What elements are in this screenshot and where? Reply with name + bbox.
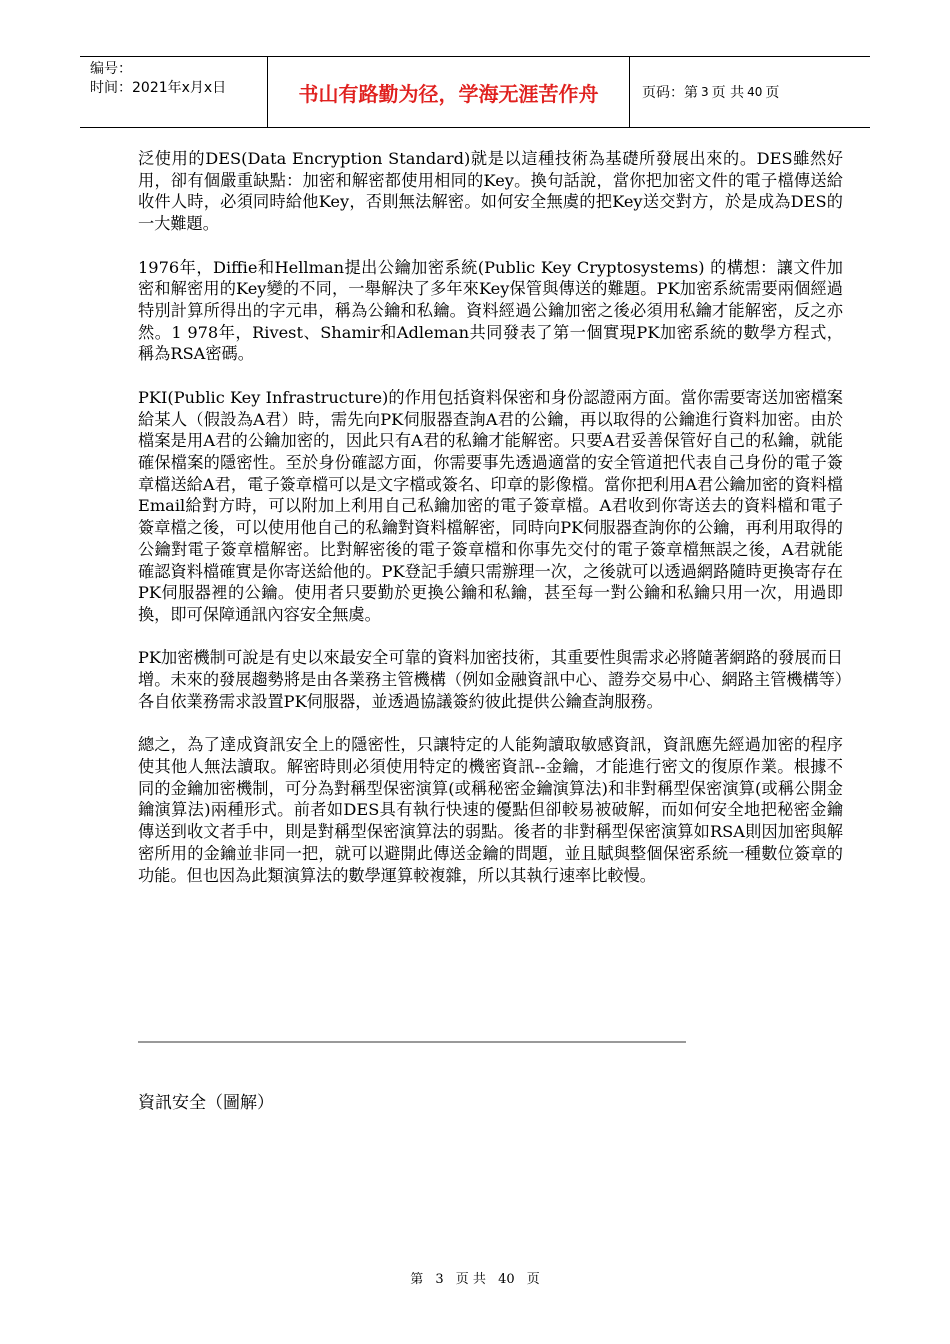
page-indicator-middle: 页 共 bbox=[711, 85, 745, 101]
header-meta bbox=[80, 57, 268, 127]
footer-suffix: 页 bbox=[526, 1272, 540, 1287]
page-indicator-suffix: 页 bbox=[765, 85, 780, 101]
document-time-label: 时间：2021年x月x日 bbox=[90, 80, 227, 96]
document-number-label: 编号： bbox=[90, 61, 132, 77]
footer-prefix: 第 bbox=[410, 1272, 424, 1287]
body-paragraph-4: PK加密機制可說是有史以來最安全可靠的資料加密技術，其重要性與需求必將隨著網路的發展而日增。未來的發展趨勢將是由各業務主管機構（例如金融資訊中心、證券交易中心、網路主管機構等）各自依業務需求設置PK伺服器，並透過協議簽約彼此提供公鑰查詢服務。 bbox=[138, 648, 843, 711]
page-header bbox=[80, 56, 870, 128]
document-body bbox=[138, 148, 843, 908]
body-paragraph-5: 總之，為了達成資訊安全上的隱密性，只讓特定的人能夠讀取敏感資訊，資訊應先經過加密的程序使其他人無法讀取。解密時則必須使用特定的機密資訊--金鑰，才能進行密文的復原作業。根據不同的金鑰加密機制，可分為對稱型保密演算(或稱秘密金鑰演算法)和非對稱型保密演算(或稱公開金鑰演算法)兩種形式。前者如DES具有執行快速的優點但卻較易被破解，而如何安全地把秘密金鑰傳送到收文者手中，則是對稱型保密演算法的弱點。後者的非對稱型保密演算如RSA則因加密與解密所用的金鑰並非同一把，就可以避開此傳送金鑰的問題，並且賦與整個保密系統一種數位簽章的功能。但也因為此類演算法的數學運算較複雜，所以其執行速率比較慢。 bbox=[138, 735, 843, 885]
footer-page-total: 40 bbox=[498, 1272, 515, 1287]
body-paragraph-3: PKI(Public Key Infrastructure)的作用包括資料保密和身份認證兩方面。當你需要寄送加密檔案給某人（假設為A君）時，需先向PK伺服器查詢A君的公鑰，再以取得的公鑰進行資料加密。由於檔案是用A君的公鑰加密的，因此只有A君的私鑰才能解密。只要A君妥善保管好自己的私鑰，就能確保檔案的隱密性。至於身份確認方面，你需要事先透過適當的安全管道把代表自己身份的電子簽章檔送給A君，電子簽章檔可以是文字檔或簽名、印章的影像檔。當你把利用A君公鑰加密的資料檔Email給對方時，可以附加上利用自己私鑰加密的電子簽章檔。A君收到你寄送去的資料檔和電子簽章檔之後，可以使用他自己的私鑰對資料檔解密，同時向PK伺服器查詢你的公鑰，再利用取得的公鑰對電子簽章檔解密。比對解密後的電子簽章檔和你事先交付的電子簽章檔無誤之後，A君就能確認資料檔確實是你寄送給他的。PK登記手續只需辦理一次，之後就可以透過網路隨時更換寄存在PK伺服器裡的公鑰。使用者只要勤於更換公鑰和私鑰，甚至每一對公鑰和私鑰只用一次，用過即換，即可保障通訊內容安全無虞。 bbox=[138, 387, 843, 624]
page-indicator-current: 3 bbox=[701, 85, 709, 99]
body-paragraph-2: 1976年，Diffie和Hellman提出公鑰加密系統(Public Key Cryptosystems) 的構想：讓文件加密和解密用的Key變的不同，一舉解決了多年來Key保管與傳送的難題。PK加密系統需要兩個經過特別計算所得出的字元串，稱為公鑰和私鑰。資料經過公鑰加密之後必須用私鑰才能解密，反之亦然。1 978年，Rivest、Shamir和Adleman共同發表了第一個實現PK加密系統的數學方程式，稱為RSA密碼。 bbox=[138, 257, 843, 364]
body-paragraph-1: 泛使用的DES(Data Encryption Standard)就是以這種技術為基礎所發展出來的。DES雖然好用，卻有個嚴重缺點：加密和解密都使用相同的Key。換句話說，當你把加密文件的電子檔傳送給收件人時，必須同時給他Key，否則無法解密。如何安全無虞的把Key送交對方，於是成為DES的一大難題。 bbox=[138, 149, 843, 234]
figure-caption: 資訊安全（圖解） bbox=[138, 1093, 274, 1113]
header-motto: 书山有路勤为径，学海无涯苦作舟 bbox=[268, 57, 630, 127]
header-page-indicator bbox=[630, 57, 870, 127]
footer-middle: 页 共 bbox=[455, 1272, 486, 1287]
footer-page-current: 3 bbox=[435, 1272, 444, 1287]
page-indicator-prefix: 页码：第 bbox=[642, 85, 698, 101]
page-footer bbox=[0, 1268, 950, 1287]
section-divider bbox=[138, 1041, 686, 1043]
page-indicator-total: 40 bbox=[747, 85, 763, 99]
